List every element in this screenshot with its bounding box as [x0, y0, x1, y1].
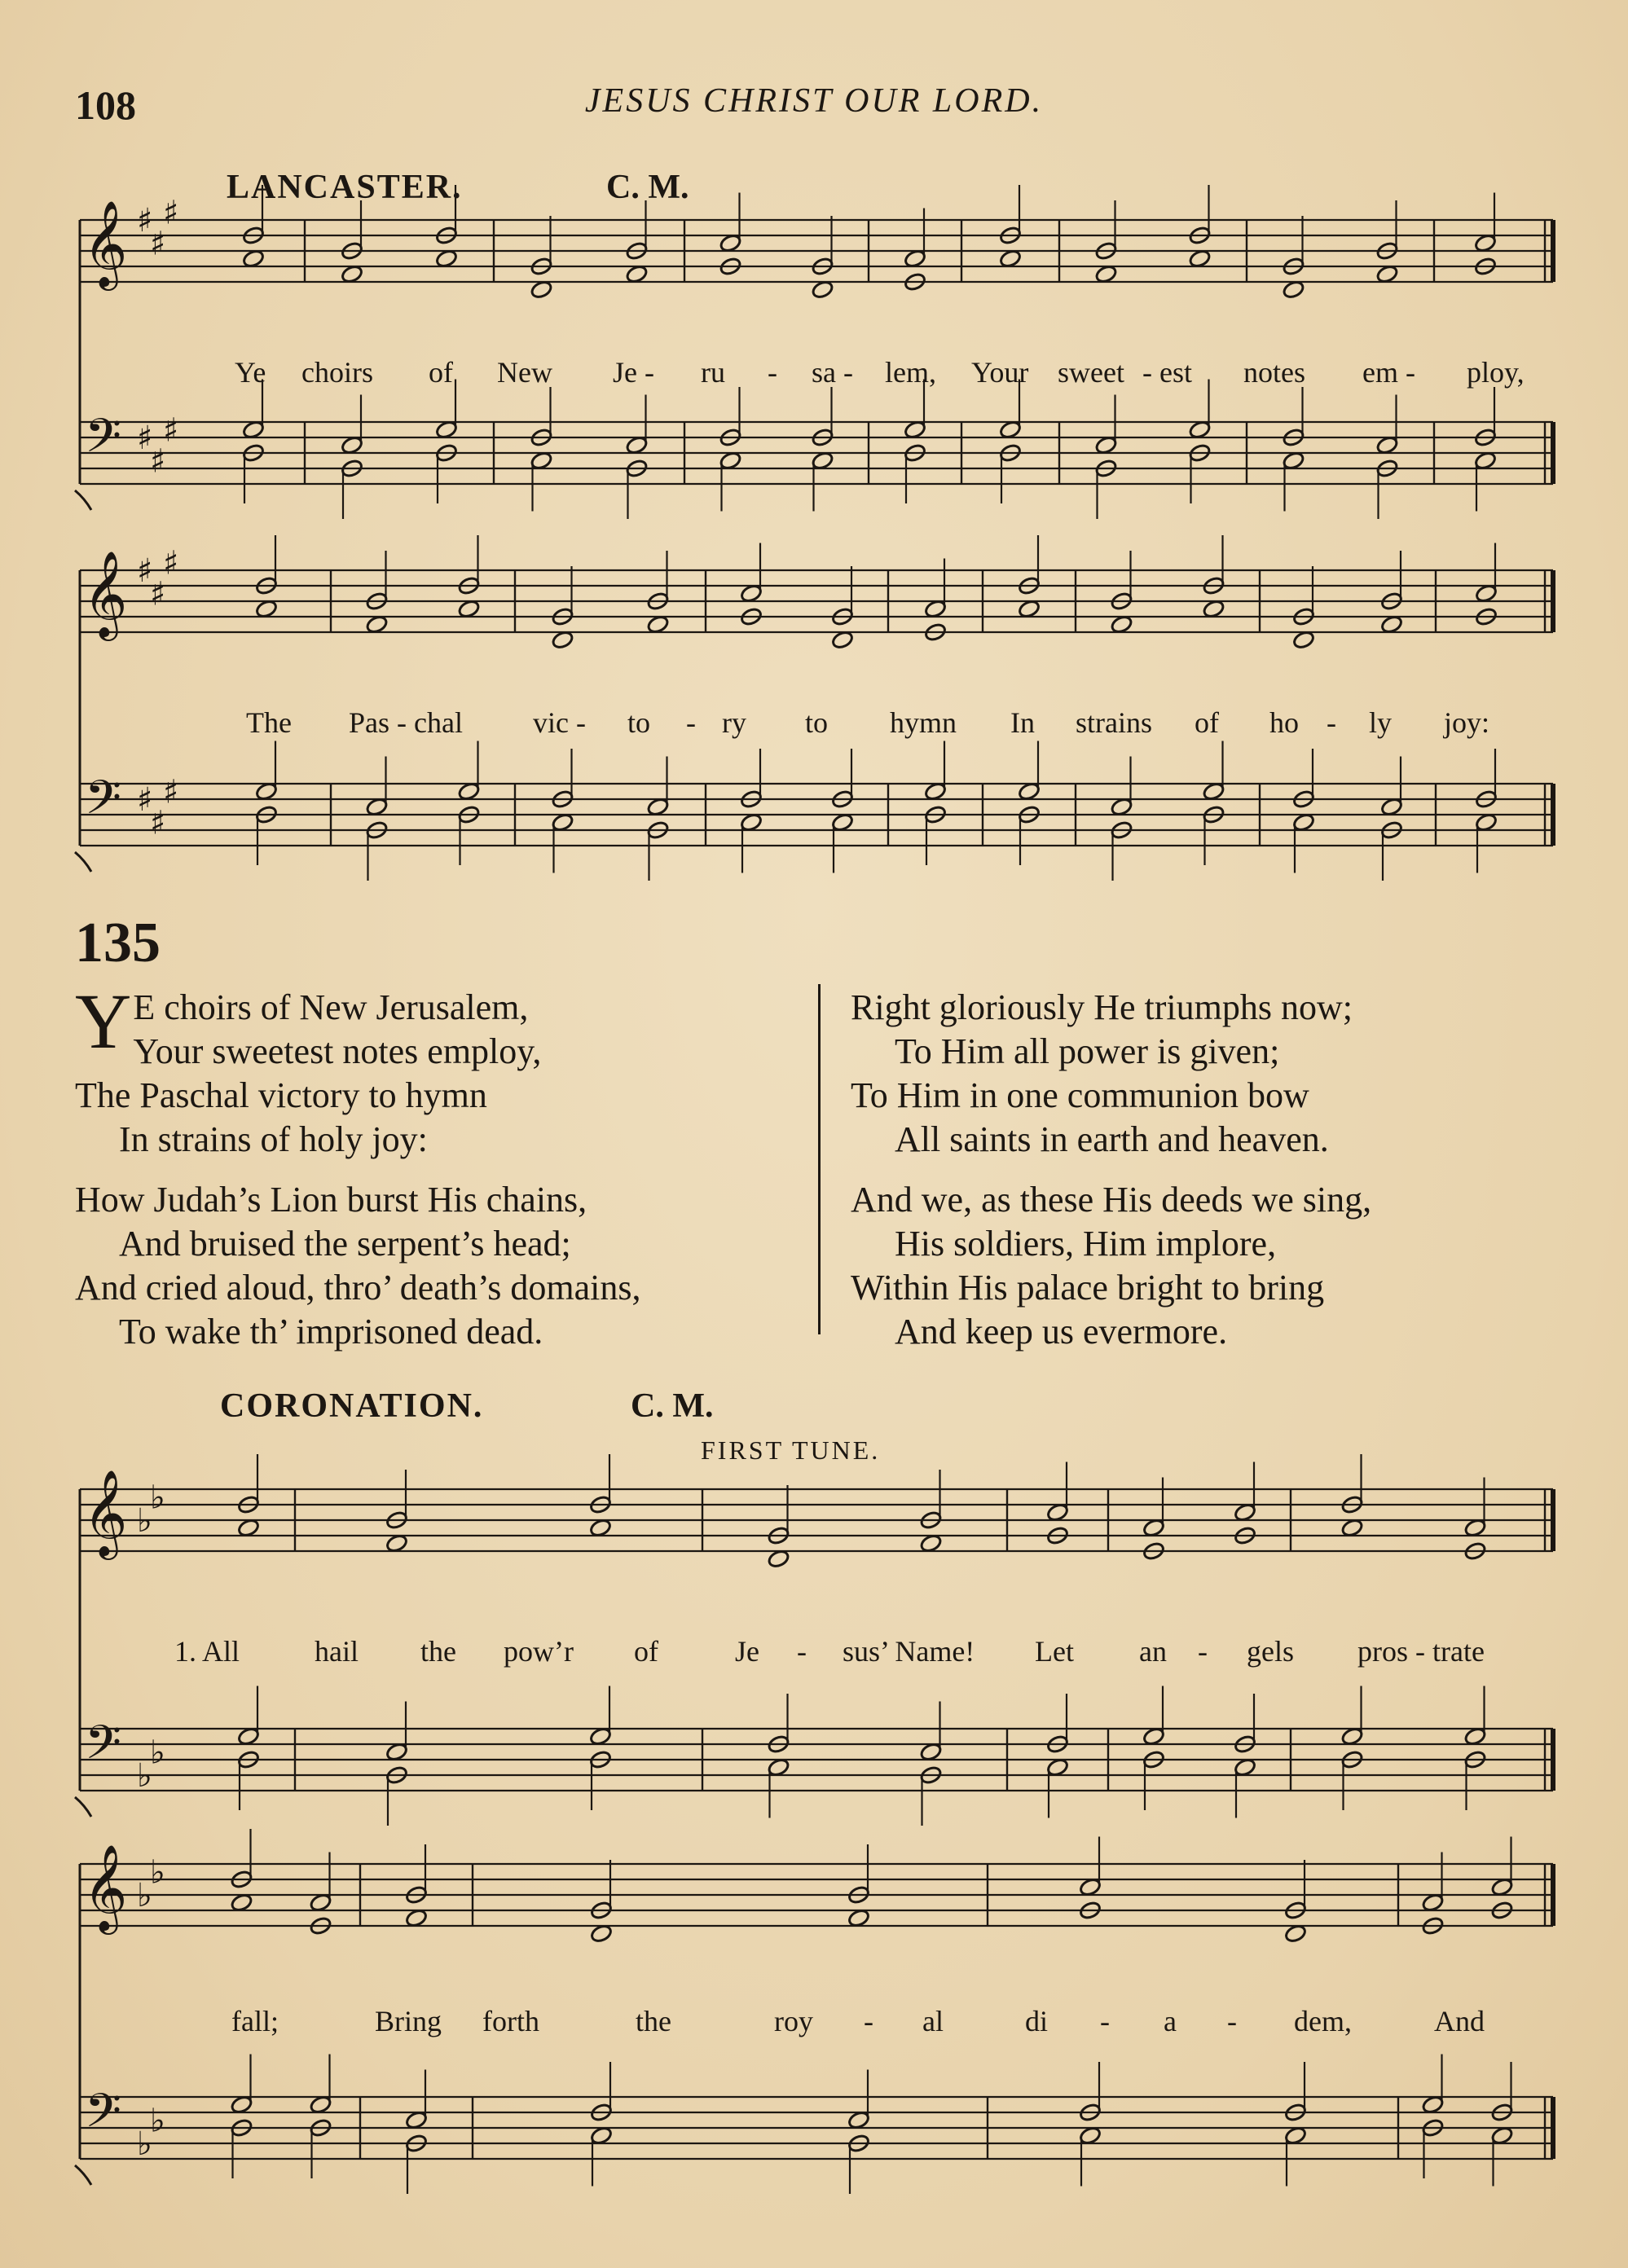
verse-line: To wake th’ imprisoned dead. — [119, 1312, 543, 1352]
system-brace-tail — [75, 490, 91, 510]
lyric-syllable: of — [1195, 706, 1219, 739]
lyric-syllable: Je — [735, 1635, 759, 1668]
verse-4 — [851, 1178, 1371, 1354]
lyric-syllable: em - — [1362, 356, 1415, 389]
lyric-syllable: - — [1198, 1635, 1208, 1668]
tune1-title: LANCASTER. — [227, 169, 463, 206]
key-signature: ♯ — [150, 442, 166, 481]
lyric-syllable: sweet — [1058, 356, 1124, 389]
bass-clef: 𝄢 — [85, 770, 122, 837]
lyric-syllable: ly — [1369, 706, 1393, 739]
key-signature: ♯ — [163, 773, 179, 811]
key-signature: ♯ — [150, 804, 166, 842]
key-signature: ♭ — [137, 1502, 152, 1540]
verse-line: And cried aloud, thro’ death’s domains, — [75, 1268, 641, 1308]
verse-line: In strains of holy joy: — [119, 1119, 428, 1159]
lyric-syllable: ho — [1269, 706, 1299, 739]
drop-cap: Y — [75, 978, 132, 1065]
verse-line: E choirs of New Jerusalem, — [133, 987, 529, 1027]
lyric-syllable: - — [1227, 2005, 1237, 2037]
lyric-syllable: joy: — [1444, 706, 1490, 739]
lyric-syllable: a — [1164, 2005, 1177, 2037]
verse-line: And bruised the serpent’s head; — [119, 1224, 571, 1264]
treble-clef: 𝄞 — [83, 1469, 128, 1556]
key-signature: ♯ — [150, 575, 166, 613]
key-signature: ♯ — [137, 781, 153, 819]
lyric-syllable: Pas - chal — [349, 706, 463, 739]
system-brace-tail — [75, 852, 91, 872]
tune2-subtitle: FIRST TUNE. — [701, 1435, 881, 1465]
treble-clef: 𝄞 — [83, 1844, 128, 1931]
tune2-meter: C. M. — [631, 1387, 714, 1425]
lyric-syllable: notes — [1243, 356, 1305, 389]
key-signature: ♯ — [163, 544, 179, 582]
lyric-syllable: strains — [1076, 706, 1152, 739]
treble-clef: 𝄞 — [83, 550, 128, 637]
key-signature: ♭ — [150, 2102, 165, 2140]
lyric-syllable: - est — [1142, 356, 1192, 389]
lyric-syllable: to — [627, 706, 651, 739]
lyric-syllable: New — [497, 356, 552, 389]
lyric-syllable: In — [1010, 706, 1035, 739]
verse-line: All saints in earth and heaven. — [895, 1119, 1329, 1159]
verse-line: To Him in one communion bow — [851, 1075, 1309, 1115]
lyric-syllable: the — [636, 2005, 671, 2037]
lyric-syllable: - — [686, 706, 696, 739]
verse-line: And keep us evermore. — [895, 1312, 1228, 1352]
lyric-syllable: The — [246, 706, 292, 739]
lyric-syllable: And — [1434, 2005, 1485, 2037]
key-signature: ♭ — [137, 1877, 152, 1914]
lyric-syllable: Je - — [613, 356, 654, 389]
lyric-syllable: al — [922, 2005, 944, 2037]
lyric-syllable: - — [1327, 706, 1336, 739]
lyric-syllable: di — [1025, 2005, 1049, 2037]
bass-clef: 𝄢 — [85, 1715, 122, 1782]
verse-2 — [75, 1178, 640, 1354]
verse-line: How Judah’s Lion burst His chains, — [75, 1180, 587, 1220]
verse-line: To Him all power is given; — [895, 1031, 1280, 1071]
column-divider — [818, 984, 821, 1334]
lyric-syllable: roy — [774, 2005, 813, 2037]
lyric-syllable: fall; — [231, 2005, 279, 2037]
verse-line: Right gloriously He triumphs now; — [851, 987, 1353, 1027]
lyric-syllable: of — [429, 356, 453, 389]
verse-line: The Paschal victory to hymn — [75, 1075, 487, 1115]
system-brace-tail — [75, 1797, 91, 1817]
running-head: JESUS CHRIST OUR LORD. — [584, 82, 1044, 120]
key-signature: ♯ — [163, 411, 179, 450]
lyric-syllable: - — [768, 356, 777, 389]
lyric-syllable: pros - trate — [1357, 1635, 1485, 1668]
lyric-syllable: choirs — [301, 356, 373, 389]
system-brace-tail — [75, 2165, 91, 2185]
verse-1 — [75, 978, 542, 1162]
lyric-syllable: lem, — [885, 356, 936, 389]
lyric-syllable: of — [634, 1635, 658, 1668]
lyric-syllable: forth — [482, 2005, 539, 2037]
key-signature: ♯ — [137, 552, 153, 590]
page-number: 108 — [75, 82, 136, 128]
key-signature: ♭ — [137, 2125, 152, 2163]
lyric-syllable: ry — [722, 706, 746, 739]
lyric-syllable: Ye — [235, 356, 266, 389]
key-signature: ♭ — [150, 1853, 165, 1892]
verse-3 — [851, 986, 1353, 1162]
key-signature: ♯ — [163, 194, 179, 232]
lyric-syllable: - — [864, 2005, 873, 2037]
lyric-syllable: hail — [315, 1635, 359, 1668]
lyric-syllable: 1. All — [174, 1635, 240, 1668]
lyric-syllable: Your — [971, 356, 1029, 389]
verse-line: Your sweetest notes employ, — [133, 1031, 542, 1071]
lyric-syllable: ru — [701, 356, 725, 389]
verse-line: Within His palace bright to bring — [851, 1268, 1325, 1308]
lyric-syllable: sa - — [812, 356, 853, 389]
lyric-syllable: to — [805, 706, 829, 739]
lyric-syllable: vic - — [533, 706, 586, 739]
lyric-syllable: - — [1100, 2005, 1110, 2037]
lyric-syllable: sus’ Name! — [843, 1635, 975, 1668]
lyric-syllable: the — [420, 1635, 456, 1668]
key-signature: ♭ — [137, 1757, 152, 1795]
lyric-syllable: Bring — [375, 2005, 442, 2037]
tune1-meter: C. M. — [606, 169, 689, 206]
key-signature: ♯ — [150, 225, 166, 263]
bass-clef: 𝄢 — [85, 408, 122, 475]
lyric-syllable: - — [797, 1635, 807, 1668]
lyric-syllable: Let — [1035, 1635, 1074, 1668]
key-signature: ♭ — [150, 1479, 165, 1517]
treble-clef: 𝄞 — [83, 200, 128, 287]
lyric-syllable: an — [1139, 1635, 1167, 1668]
key-signature: ♭ — [150, 1734, 165, 1772]
lyric-syllable: hymn — [890, 706, 957, 739]
lyric-syllable: dem, — [1294, 2005, 1352, 2037]
key-signature: ♯ — [137, 202, 153, 240]
lyric-syllable: gels — [1247, 1635, 1294, 1668]
lyric-syllable: ploy, — [1467, 356, 1525, 389]
hymn-number: 135 — [75, 912, 161, 974]
key-signature: ♯ — [137, 420, 153, 457]
lyric-syllable: pow’r — [504, 1635, 574, 1668]
verse-line: And we, as these His deeds we sing, — [851, 1180, 1372, 1220]
tune2-title: CORONATION. — [220, 1387, 484, 1425]
verse-line: His soldiers, Him implore, — [895, 1224, 1277, 1264]
bass-clef: 𝄢 — [85, 2083, 122, 2150]
